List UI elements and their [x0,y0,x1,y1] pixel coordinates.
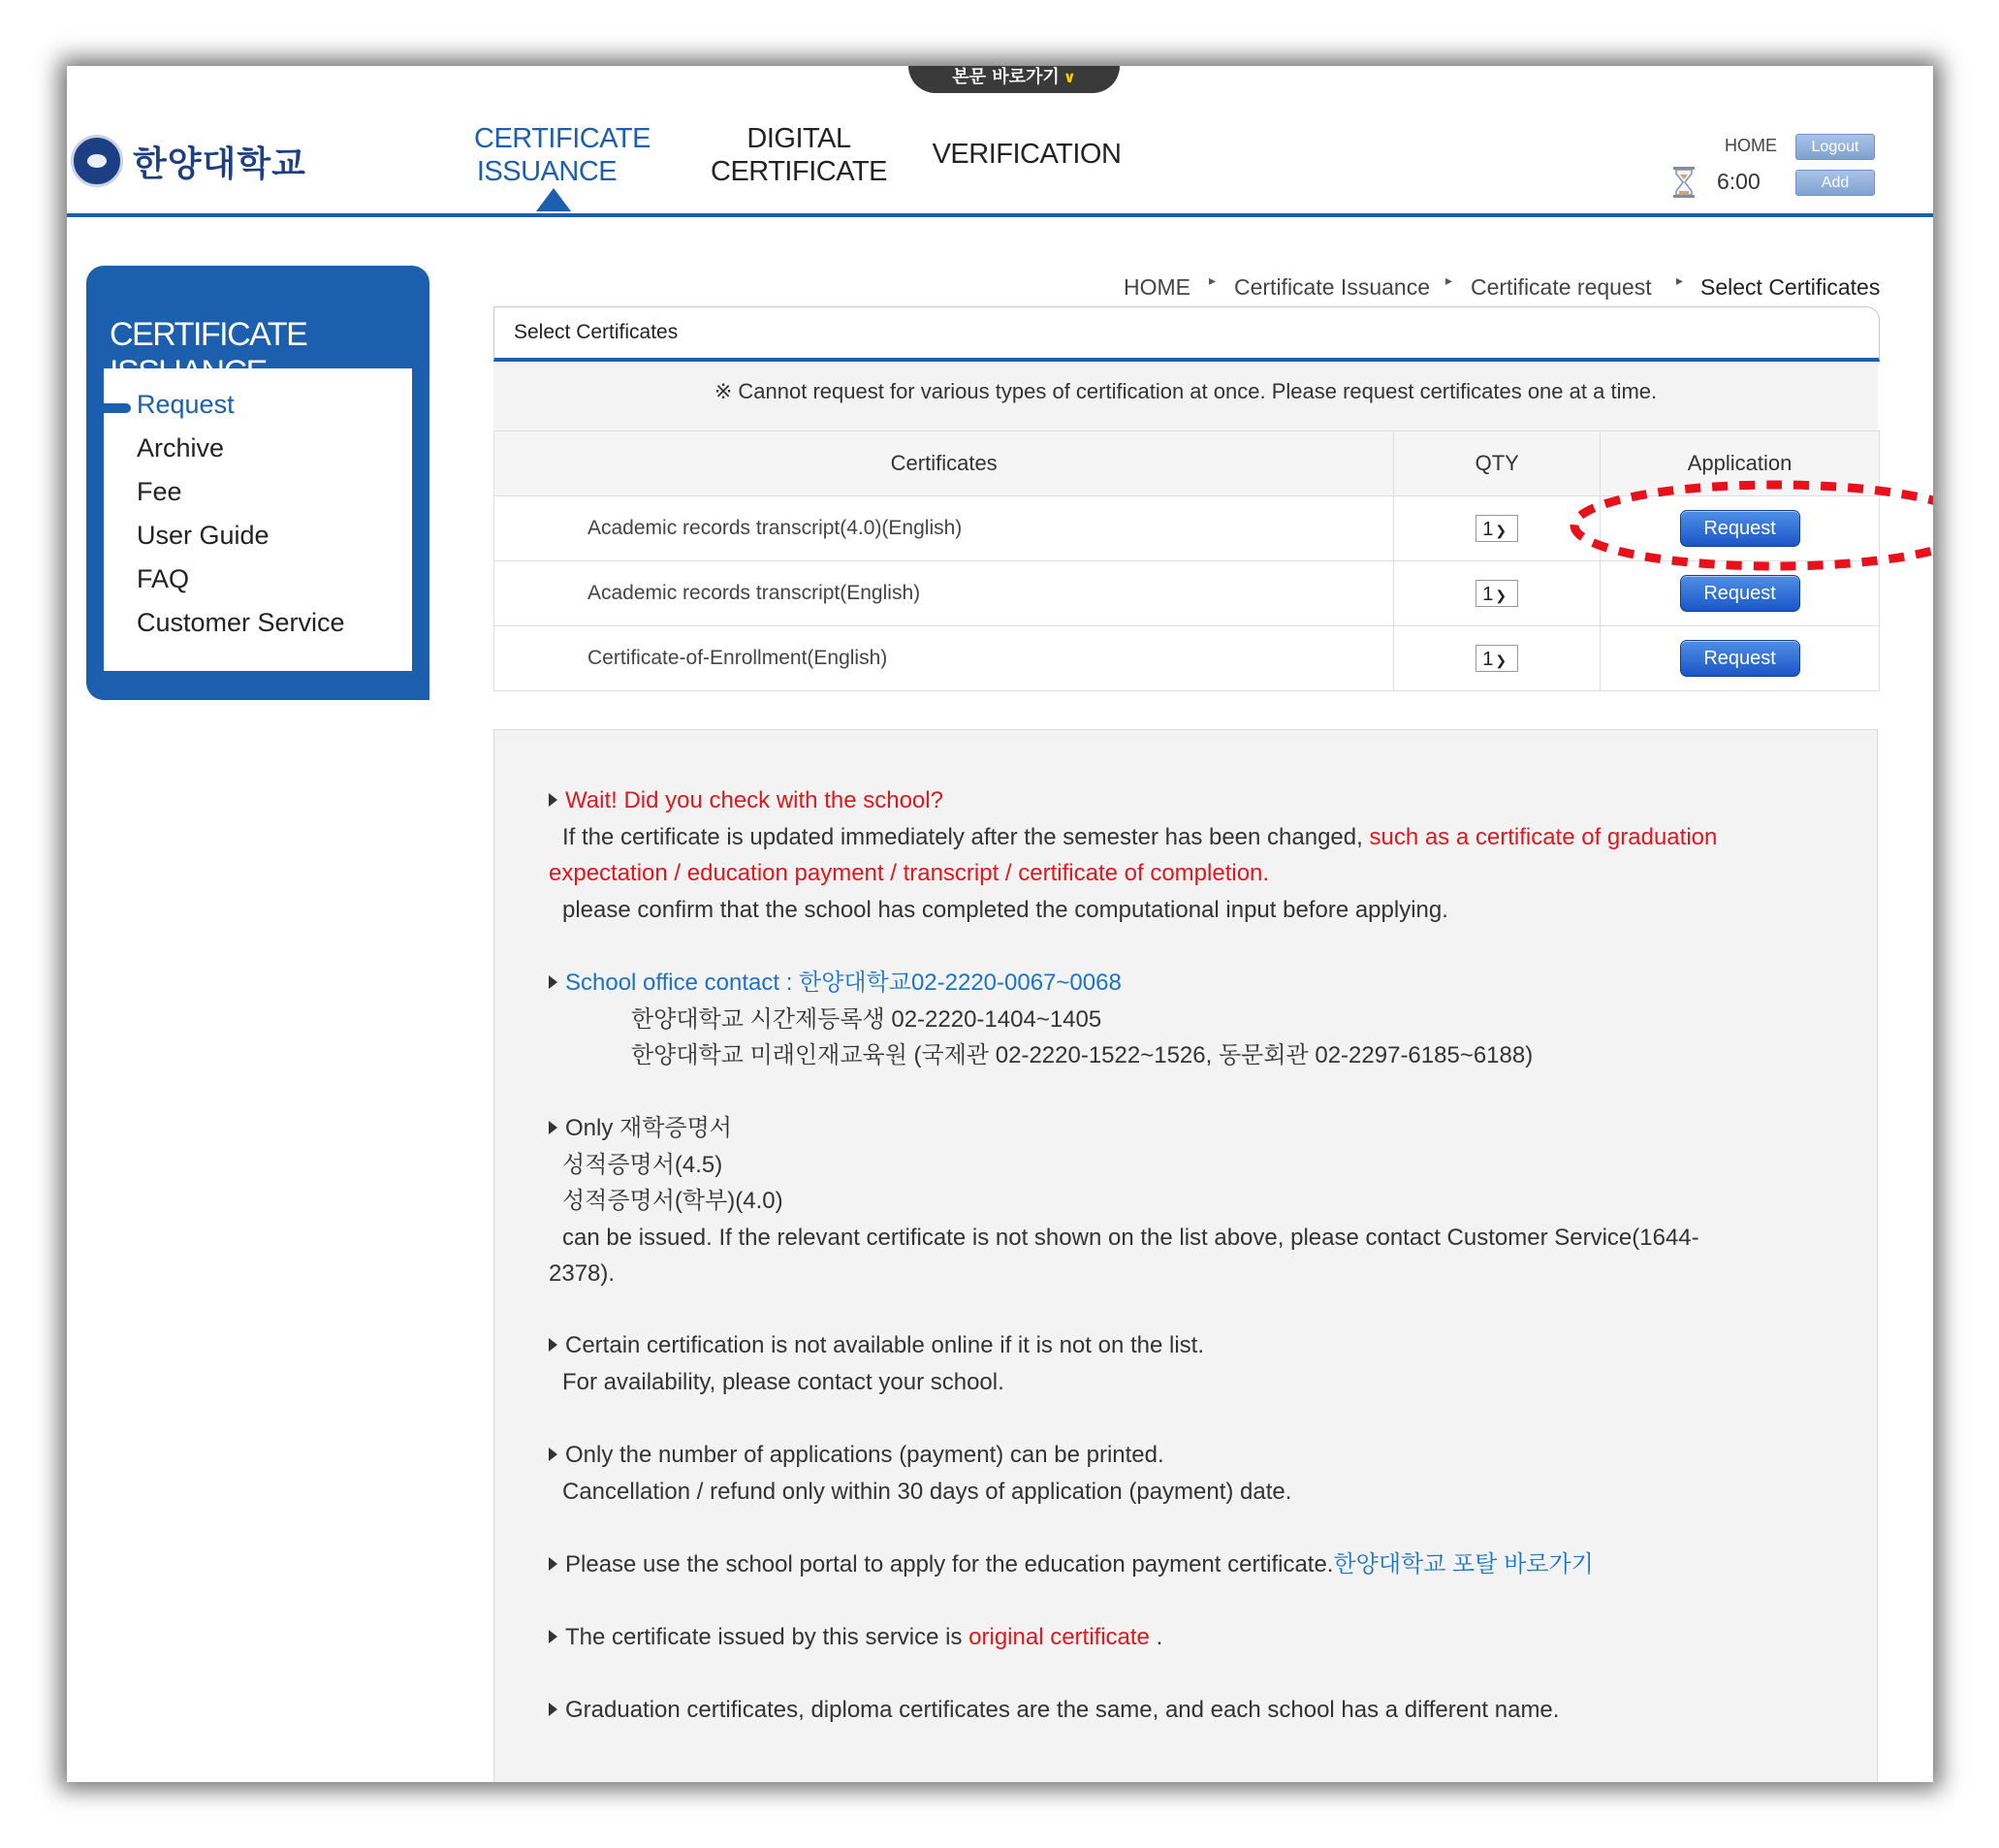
breadcrumb-separator-icon: ▸ [1209,273,1217,289]
sidebar-item-request[interactable]: Request [137,390,235,419]
breadcrumb-certificate-issuance[interactable]: Certificate Issuance [1234,274,1430,300]
hourglass-icon [1671,167,1697,198]
sidebar-item-faq[interactable]: FAQ [137,564,190,593]
info-printing [549,1437,1828,1510]
info-title: Only the number of applications (payment) can be printed. [565,1442,1164,1468]
info-text: For availability, please contact your school. [562,1368,1004,1395]
university-logo[interactable] [71,132,306,190]
certificate-name: Certificate-of-Enrollment(English) [494,626,1394,691]
certificate-name: Academic records transcript(English) [494,561,1394,626]
certificate-name: Academic records transcript(4.0)(English) [494,496,1394,561]
browser-frame [67,66,1933,1782]
sidebar-item-customer-service[interactable]: Customer Service [137,608,345,637]
logo-text: 한양대학교 [133,143,306,184]
info-text: 성적증명서(4.5) [562,1151,723,1178]
notice-message: ※ Cannot request for various types of certification at once. Please request certificates one at a time. [493,363,1878,431]
table-row [494,626,1880,691]
bullet-triangle-icon [549,975,557,989]
add-time-button[interactable]: Add [1795,170,1875,196]
request-button[interactable]: Request [1680,640,1800,677]
nav-digital-certificate[interactable] [702,122,896,188]
info-text: 한양대학교 시간제등록생 02-2220-1404~1405 [631,1005,1102,1033]
skip-to-content-link[interactable] [908,66,1120,93]
active-menu-bullet-icon [96,403,131,413]
nav-label-line1: CERTIFICATE [474,123,650,154]
column-header-application: Application [1601,431,1880,496]
sidebar-item-fee[interactable]: Fee [137,477,182,506]
chevron-down-icon: ❯ [1495,653,1507,668]
info-text: If the certificate is updated immediately after the semester has been changed, [562,823,1370,850]
qty-value: 1 [1482,584,1494,605]
active-nav-indicator [536,188,571,211]
bullet-triangle-icon [549,1557,557,1571]
logout-button[interactable]: Logout [1795,134,1875,160]
nav-verification[interactable] [930,138,1124,171]
bullet-triangle-icon [549,1630,557,1643]
nav-label-line1: VERIFICATION [932,139,1122,170]
breadcrumb-current: Select Certificates [1700,274,1881,300]
info-title: The certificate issued by this service is [565,1624,969,1650]
qty-value: 1 [1482,649,1494,670]
info-certain-certification [549,1327,1828,1400]
info-highlight: such as a certificate of graduation [1369,823,1718,850]
qty-select[interactable] [1475,645,1518,672]
info-check-school [549,782,1828,928]
request-button[interactable]: Request [1680,510,1800,547]
info-highlight: original certificate [968,1624,1150,1650]
info-portal [549,1546,1828,1583]
info-original [549,1619,1828,1656]
breadcrumb-separator-icon: ▸ [1676,273,1684,289]
qty-cell [1394,626,1601,691]
info-title: Please use the school portal to apply for the education payment certificate. [565,1551,1334,1577]
breadcrumb-certificate-request[interactable]: Certificate request [1471,274,1652,300]
breadcrumb-home[interactable]: HOME [1124,274,1190,300]
info-text: please confirm that the school has completed the computational input before applying. [562,896,1448,923]
info-title: Only 재학증명서 [565,1115,732,1141]
info-text: . [1149,1624,1163,1650]
info-text: 성적증명서(학부)(4.0) [562,1188,783,1214]
application-cell [1601,626,1880,691]
sidebar-menu [104,368,412,671]
skip-link-label: 본문 바로가기 [952,67,1060,87]
bullet-triangle-icon [549,1338,557,1352]
chevron-down-icon: ❯ [1495,588,1507,603]
nav-label-line2: ISSUANCE [476,156,618,187]
bullet-triangle-icon [549,1121,557,1134]
session-timer: 6:00 [1717,169,1761,194]
info-title: Certain certification is not available online if it is not on the list. [565,1332,1205,1358]
tab-label: Select Certificates [514,321,679,343]
bullet-triangle-icon [549,1703,557,1716]
nav-label-line2: CERTIFICATE [711,156,887,187]
chevron-down-icon: ❯ [1495,523,1507,538]
column-header-qty: QTY [1394,431,1601,496]
sidebar-item-user-guide[interactable]: User Guide [137,521,270,550]
column-header-certificates: Certificates [494,431,1394,496]
info-text: can be issued. If the relevant certificate is not shown on the list above, please contact Customer Service(1644- [562,1224,1699,1251]
info-text: Cancellation / refund only within 30 days of application (payment) date. [562,1478,1292,1505]
info-highlight: expectation / education payment / transcript / certificate of completion. [549,860,1270,886]
info-title: School office contact : 한양대학교02-2220-0067~0068 [565,970,1122,996]
info-panel [493,729,1878,1782]
info-school-contact [549,965,1828,1074]
bullet-triangle-icon [549,1448,557,1461]
qty-select[interactable] [1475,515,1518,542]
info-text: 한양대학교 미래인재교육원 (국제관 02-2220-1522~1526, 동문회관 02-2297-6185~6188) [631,1042,1534,1068]
nav-certificate-issuance[interactable] [474,122,650,188]
info-only-issued [549,1110,1828,1292]
chevron-down-icon: ∨ [1063,68,1076,86]
qty-value: 1 [1482,519,1494,540]
qty-select[interactable] [1475,580,1518,607]
sidebar [86,266,429,700]
info-title: Wait! Did you check with the school? [565,787,943,813]
bullet-triangle-icon [549,793,557,807]
select-certificates-tab [493,306,1880,362]
sidebar-item-archive[interactable]: Archive [137,433,225,462]
nav-label-line1: DIGITAL [746,123,851,154]
info-title: Graduation certificates, diploma certificates are the same, and each school has a different name. [565,1697,1560,1723]
university-emblem-icon [71,135,123,187]
info-text: 2378). [549,1260,616,1287]
home-link[interactable]: HOME [1725,136,1777,155]
sidebar-title: CERTIFICATE [110,316,307,353]
request-button[interactable]: Request [1680,575,1800,612]
info-graduation [549,1692,1828,1729]
highlight-ellipse [1568,477,1933,574]
breadcrumb-separator-icon: ▸ [1445,273,1453,289]
portal-link[interactable]: 한양대학교 포탈 바로가기 [1333,1551,1594,1577]
